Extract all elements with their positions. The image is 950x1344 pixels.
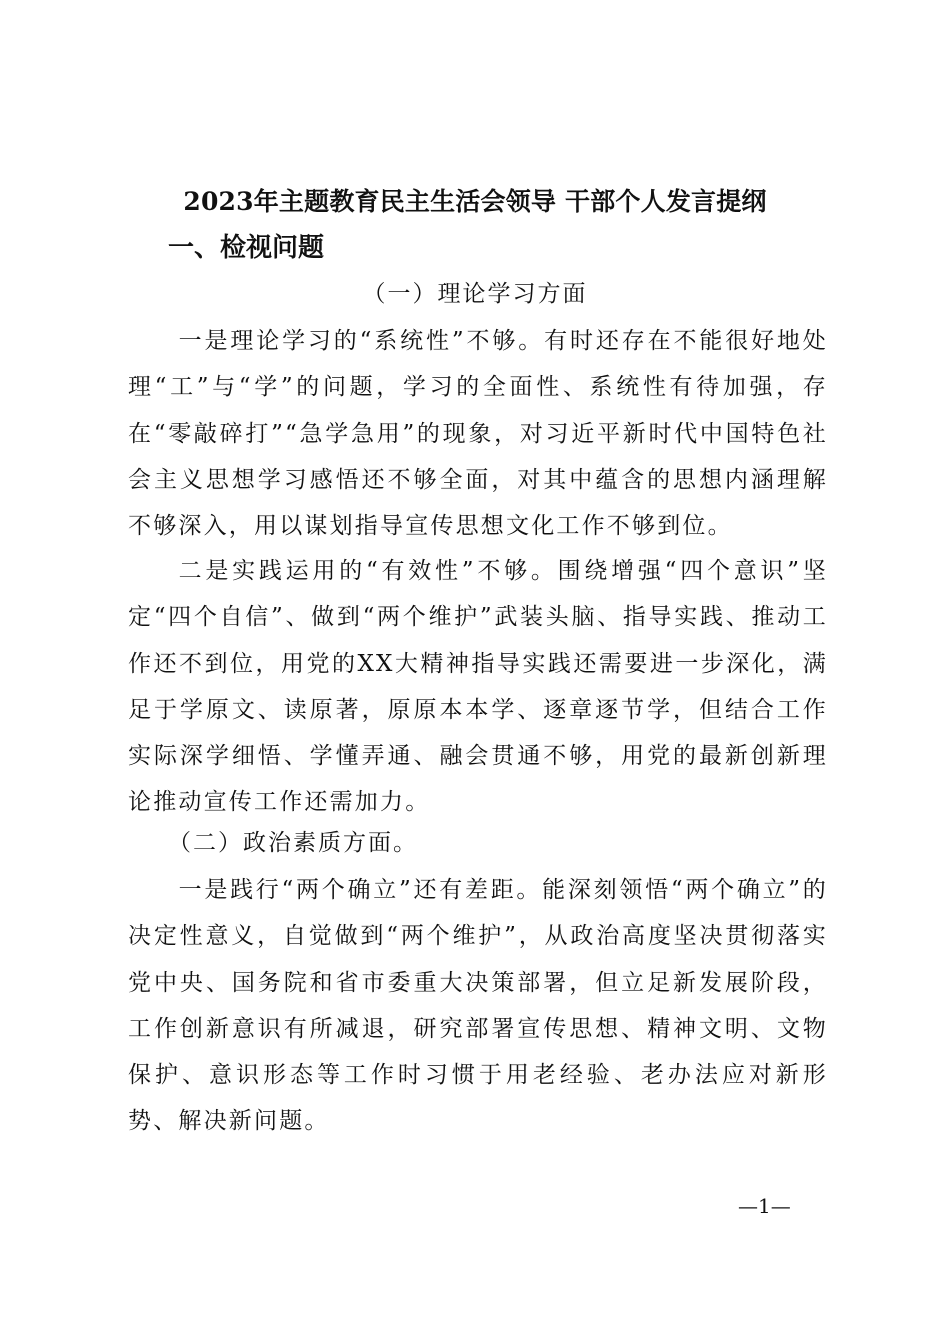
document-title: 2023年主题教育民主生活会领导 干部个人发言提纲 bbox=[183, 187, 767, 216]
paragraph-two-establishments: 一是践行“两个确立”还有差距。能深刻领悟“两个确立”的决定性意义，自觉做到“两个维护”，从政治高度坚决贯彻落实党中央、国务院和省市委重大决策部署，但立足新发展阶段，工作创新意识有所减退，研究部署宣传思想、精神文明、文物保护、意识形态等工作时习惯于用老经验、老办法应对新形势、解决新问题。 bbox=[128, 877, 828, 1135]
subsection-heading-political: （二）政治素质方面。 bbox=[168, 830, 418, 856]
page-number: —1— bbox=[738, 1194, 791, 1218]
paragraph-practice-effectiveness: 二是实践运用的“有效性”不够。围绕增强“四个意识”坚定“四个自信”、做到“两个维护”武装头脑、指导实践、推动工作还不到位，用党的XX大精神指导实践还需要进一步深化，满足于学原文、读原著，原原本本学、逐章逐节学，但结合工作实际深学细悟、学懂弄通、融会贯通不够，用党的最新创新理论推动宣传工作还需加力。 bbox=[128, 558, 828, 816]
subsection-heading-theory: （一）理论学习方面 bbox=[362, 281, 588, 307]
paragraph-theory-systematic: 一是理论学习的“系统性”不够。有时还存在不能很好地处理“工”与“学”的问题，学习的全面性、系统性有待加强，存在“零敲碎打”“急学急用”的现象，对习近平新时代中国特色社会主义思想学习感悟还不够全面，对其中蕴含的思想内涵理解不够深入，用以谋划指导宣传思想文化工作不够到位。 bbox=[128, 328, 828, 540]
section-heading: 一、检视问题 bbox=[168, 233, 325, 263]
